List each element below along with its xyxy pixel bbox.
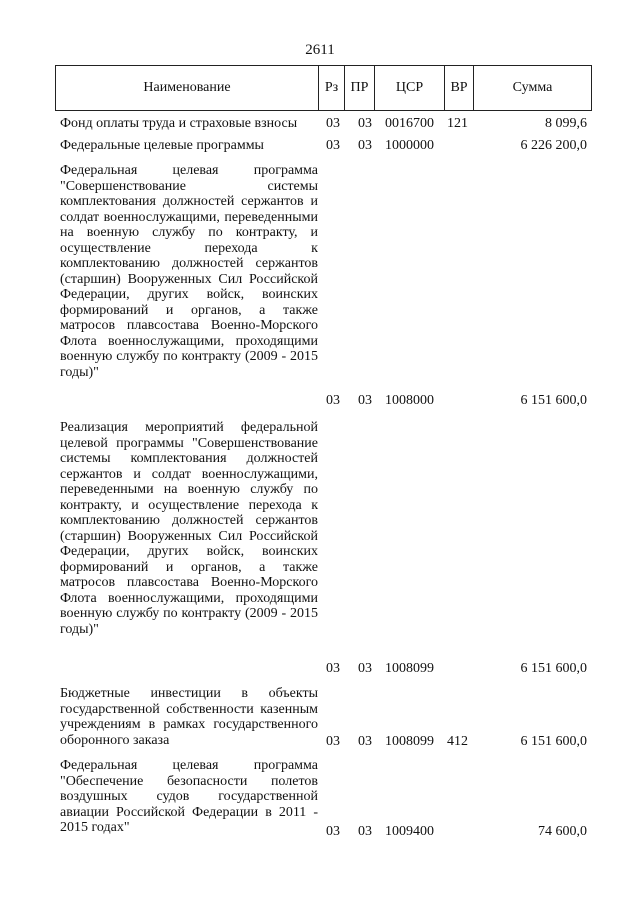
header-rz: Рз xyxy=(318,66,344,110)
header-sum: Сумма xyxy=(473,66,591,110)
row-codes xyxy=(55,116,592,132)
row-pr: 03 xyxy=(358,393,372,408)
row-name: Фонд оплаты труда и страховые взносы xyxy=(60,116,298,131)
row-pr: 03 xyxy=(358,138,372,153)
row-rz: 03 xyxy=(326,116,340,131)
row-name: Федеральные целевые программы xyxy=(60,138,264,153)
table-row xyxy=(55,116,592,134)
header-name: Наименование xyxy=(143,80,231,95)
row-name: Реализация мероприятий федеральной целевой программы "Совершенствование системы комплектования должностей сержантов и солдат военнослужащими, переведенными на военную службу по контракту, и осуществление перехода к комплектованию должностей сержантов (старшин) Вооруженных Сил Российской Федерации, других войск, воинских формирований и органов, а также матросов плавсостава Военно-Морского Флота военнослужащими, проходящими военную службу по контракту (2009 - 2015 годы)" xyxy=(60,420,318,637)
row-codes xyxy=(55,661,592,677)
row-rz: 03 xyxy=(326,661,340,676)
row-sum: 6 151 600,0 xyxy=(520,661,587,676)
row-csr: 1009400 xyxy=(385,824,434,839)
row-vr: 412 xyxy=(447,734,468,749)
row-rz: 03 xyxy=(326,393,340,408)
table-row xyxy=(55,758,592,842)
row-csr: 1008000 xyxy=(385,393,434,408)
row-csr: 1008099 xyxy=(385,734,434,749)
row-csr: 1000000 xyxy=(385,138,434,153)
row-pr: 03 xyxy=(358,824,372,839)
row-name: Бюджетные инвестиции в объекты государственной собственности казенным учреждениям в рамках государственного оборонного заказа xyxy=(60,686,318,748)
row-codes xyxy=(55,734,592,750)
row-rz: 03 xyxy=(326,138,340,153)
row-name: Федеральная целевая программа "Обеспечение безопасности полетов воздушных судов государственной авиации Российской Федерации в 2011 - 2015 годах" xyxy=(60,758,318,835)
row-sum: 8 099,6 xyxy=(545,116,587,131)
row-pr: 03 xyxy=(358,734,372,749)
row-vr: 121 xyxy=(447,116,468,131)
table-row xyxy=(55,420,592,678)
row-name: Федеральная целевая программа "Совершенствование системы комплектования должностей сержантов и солдат военнослужащими, переведенными на военную службу по контракту, и осуществление перехода к комплектованию должностей сержантов (старшин) Вооруженных Сил Российской Федерации, других войск, воинских формирований и органов, а также матросов плавсостава Военно-Морского Флота военнослужащими, проходящими военную службу по контракту (2009 - 2015 годы)" xyxy=(60,163,318,380)
row-sum: 6 226 200,0 xyxy=(520,138,587,153)
row-sum: 6 151 600,0 xyxy=(520,393,587,408)
row-codes xyxy=(55,393,592,409)
header-pr: ПР xyxy=(344,66,374,110)
row-codes xyxy=(55,138,592,154)
header-vr: ВР xyxy=(444,66,473,110)
header-csr: ЦСР xyxy=(374,66,444,110)
page-number: 2611 xyxy=(305,42,335,58)
table-header xyxy=(55,65,592,111)
row-pr: 03 xyxy=(358,116,372,131)
row-sum: 6 151 600,0 xyxy=(520,734,587,749)
row-rz: 03 xyxy=(326,734,340,749)
row-pr: 03 xyxy=(358,661,372,676)
table-row xyxy=(55,138,592,156)
row-csr: 1008099 xyxy=(385,661,434,676)
row-sum: 74 600,0 xyxy=(538,824,587,839)
table-row xyxy=(55,686,592,752)
row-codes xyxy=(55,824,592,840)
table-row xyxy=(55,163,592,413)
row-csr: 0016700 xyxy=(385,116,434,131)
row-rz: 03 xyxy=(326,824,340,839)
